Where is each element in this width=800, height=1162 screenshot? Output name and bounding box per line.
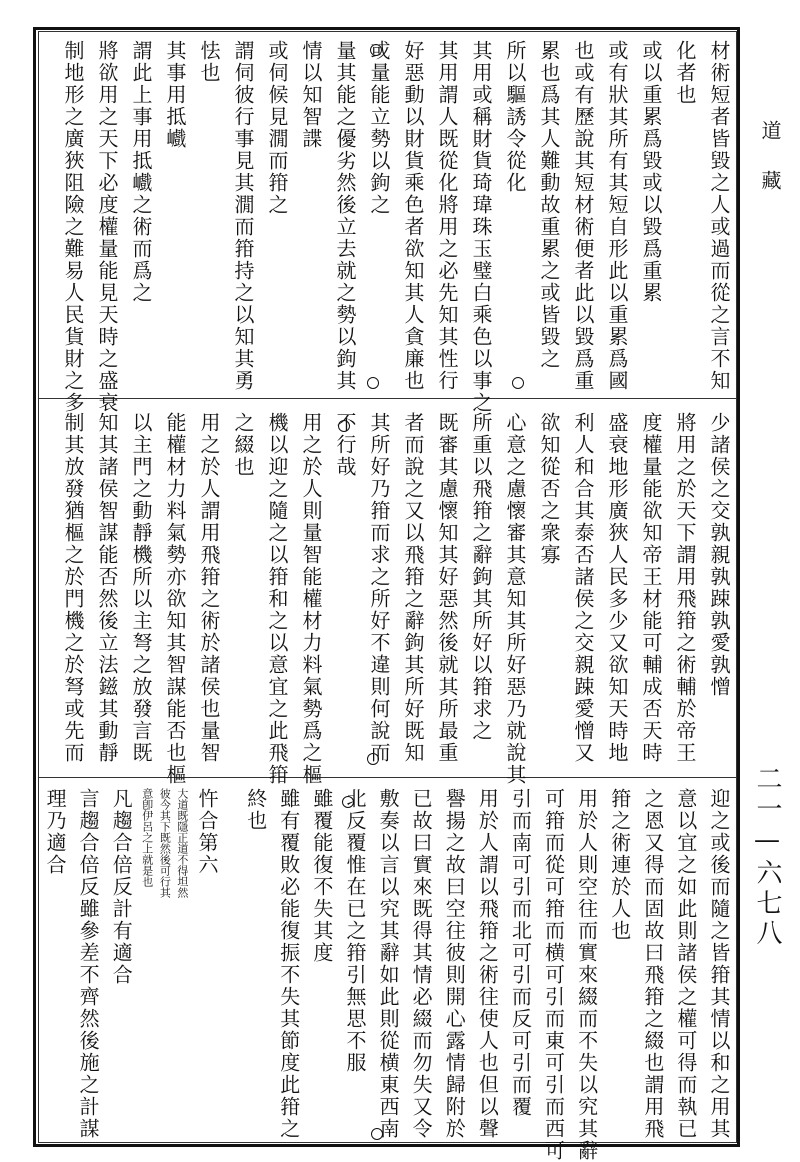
text-column: 其用或稱財貨琦瑋珠玉璧白乘色以事之: [469, 40, 493, 414]
text-column: 或伺候見㵎而箝之: [265, 40, 289, 216]
text-column: 譽揚之故曰空往彼則開心露情歸附於: [442, 788, 467, 1140]
text-column: 所重以飛箝之辭鉤其所好以箝求之: [469, 412, 493, 742]
text-column: 用之於人謂用飛箝之術於諸侯也量智: [197, 412, 221, 764]
text-column: 利人和合其泰否諸侯之交親踈愛憎又: [571, 412, 595, 764]
text-column: 終也: [243, 788, 268, 832]
text-column: 以主門之動靜機所以主弩之放發言既: [129, 412, 153, 764]
text-column: 累也爲其人難動故重累之或皆毀之: [537, 40, 561, 370]
text-column: 用之於人則量智能權材力料氣勢爲之樞: [299, 412, 323, 786]
text-column: 謂此上事用抵巇之術而爲之: [129, 40, 153, 304]
text-column: 凡趨合倍反計有適合: [109, 788, 134, 986]
text-column: 盛衰地形廣狹人民多少又欲知天時地: [605, 412, 629, 764]
text-column: 雖有覆敗必能復振不失其節度此箝之: [276, 788, 301, 1140]
text-column: 謂伺彼行事見其㵎而箝持之以知其勇: [231, 40, 255, 392]
text-column: 不行哉: [333, 412, 357, 478]
chapter-heading: 忤合第六: [194, 788, 219, 876]
text-column: 理乃適合: [43, 788, 68, 876]
punctuation-circle: [342, 796, 354, 808]
text-panel-top: [40, 40, 735, 414]
text-column: 少諸侯之交孰親孰踈孰愛孰憎: [707, 412, 731, 698]
text-column: 制地形之廣狹阻險之難易人民貨財之多: [61, 40, 85, 414]
text-column: 可箝而從可箝而横可引而東可引而西可: [541, 788, 566, 1162]
text-column: 用於人則空往而實來綴而不失以究其辭: [574, 788, 599, 1162]
panel-divider-upper: [38, 398, 737, 399]
text-column: 雖覆能復不失其度: [309, 788, 334, 964]
text-column: 知其諸侯智謀能否然後立法鎡其動靜: [95, 412, 119, 764]
text-column: 言趨合倍反雖參差不齊然後施之計謀: [76, 788, 101, 1140]
annotation-column: 大道既隱正道不得坦然: [175, 788, 189, 898]
text-column: 迎之或後而隨之皆箝其情以和之用其: [707, 788, 731, 1140]
text-column: 機以迎之隨之以箝和之以意宜之此飛箝: [265, 412, 289, 786]
text-column: 其所好乃箝而求之所好不違則何說而: [367, 412, 391, 764]
text-column: 用於人謂以飛箝之術往使人也但以聲: [475, 788, 500, 1140]
text-column: 其事用抵巇: [163, 40, 187, 150]
panel-divider-lower: [38, 777, 737, 778]
text-column: 或以重累爲毀或以毀爲重累: [639, 40, 663, 304]
text-column: 也或有歷說其短材術便者此以毀爲重: [571, 40, 595, 392]
text-column: 情以知智諜: [299, 40, 323, 150]
text-column: 箝之術連於人也: [607, 788, 632, 942]
text-column: 之恩又得而固故曰飛箝之綴也謂用飛: [640, 788, 665, 1140]
text-panel-bottom: [40, 788, 735, 1162]
text-column: 化者也: [673, 40, 697, 106]
page-number: 二一—六七八: [752, 765, 782, 949]
punctuation-circle: [338, 420, 350, 432]
text-column: 其用謂人既從化將用之必先知其性行: [435, 40, 459, 392]
text-column: 既審其慮懷知其好惡然後就其所最重: [435, 412, 459, 764]
text-column: 將用之於天下謂用飛箝之術輔於帝王: [673, 412, 697, 764]
punctuation-circle: [512, 377, 524, 389]
text-column: 意以宜之如此則諸侯之權可得而執已: [673, 788, 698, 1140]
punctuation-circle: [367, 377, 379, 389]
punctuation-circle: [371, 1128, 383, 1140]
text-column: 敷奏以言以究其辭如此則從横東西南: [376, 788, 401, 1140]
text-column: 欲知從否之衆寡: [537, 412, 561, 566]
text-column: 制其放發猶樞之於門機之於弩或先而: [61, 412, 85, 764]
text-column: 之綴也: [231, 412, 255, 478]
text-column: 度權量能欲知帝王材能可輔成否天時: [639, 412, 663, 764]
text-column: 量其能之優劣然後立去就之勢以鉤其: [333, 40, 357, 392]
text-panel-middle: [40, 412, 735, 786]
text-column: 怯也: [197, 40, 221, 84]
text-column: 已故曰實來既得其情必綴而勿失又令: [409, 788, 434, 1140]
punctuation-circle: [370, 44, 382, 56]
margin-label: 道藏: [758, 120, 782, 220]
text-column: 者而說之又以飛箝之辭鉤其所好既知: [401, 412, 425, 764]
annotation-column: 彼今其下既然後可行其: [158, 788, 172, 898]
text-column: 所以驅誘令從化: [503, 40, 527, 194]
text-column: 心意之慮懷審其意知其所好惡乃就說其: [503, 412, 527, 786]
text-column: 引而南可引而北可引而反可引而覆: [508, 788, 533, 1118]
text-column: 將欲用之天下必度權量能見天時之盛衰: [95, 40, 119, 414]
text-column: 好惡動以財貨乘色者欲知其人貪廉也: [401, 40, 425, 392]
text-column: 或有狀其所有其短自形此以重累爲國: [605, 40, 629, 392]
text-column: 能權材力料氣勢亦欲知其智謀能否也樞: [163, 412, 187, 786]
punctuation-circle: [367, 753, 379, 765]
annotation-column: 意卽伊呂之上就是也: [140, 788, 154, 887]
text-column: 北反覆惟在已之箝引無思不服: [342, 788, 367, 1074]
text-column: 或量能立勢以鉤之: [367, 40, 391, 216]
text-column: 材術短者皆毀之人或過而從之言不知: [707, 40, 731, 392]
